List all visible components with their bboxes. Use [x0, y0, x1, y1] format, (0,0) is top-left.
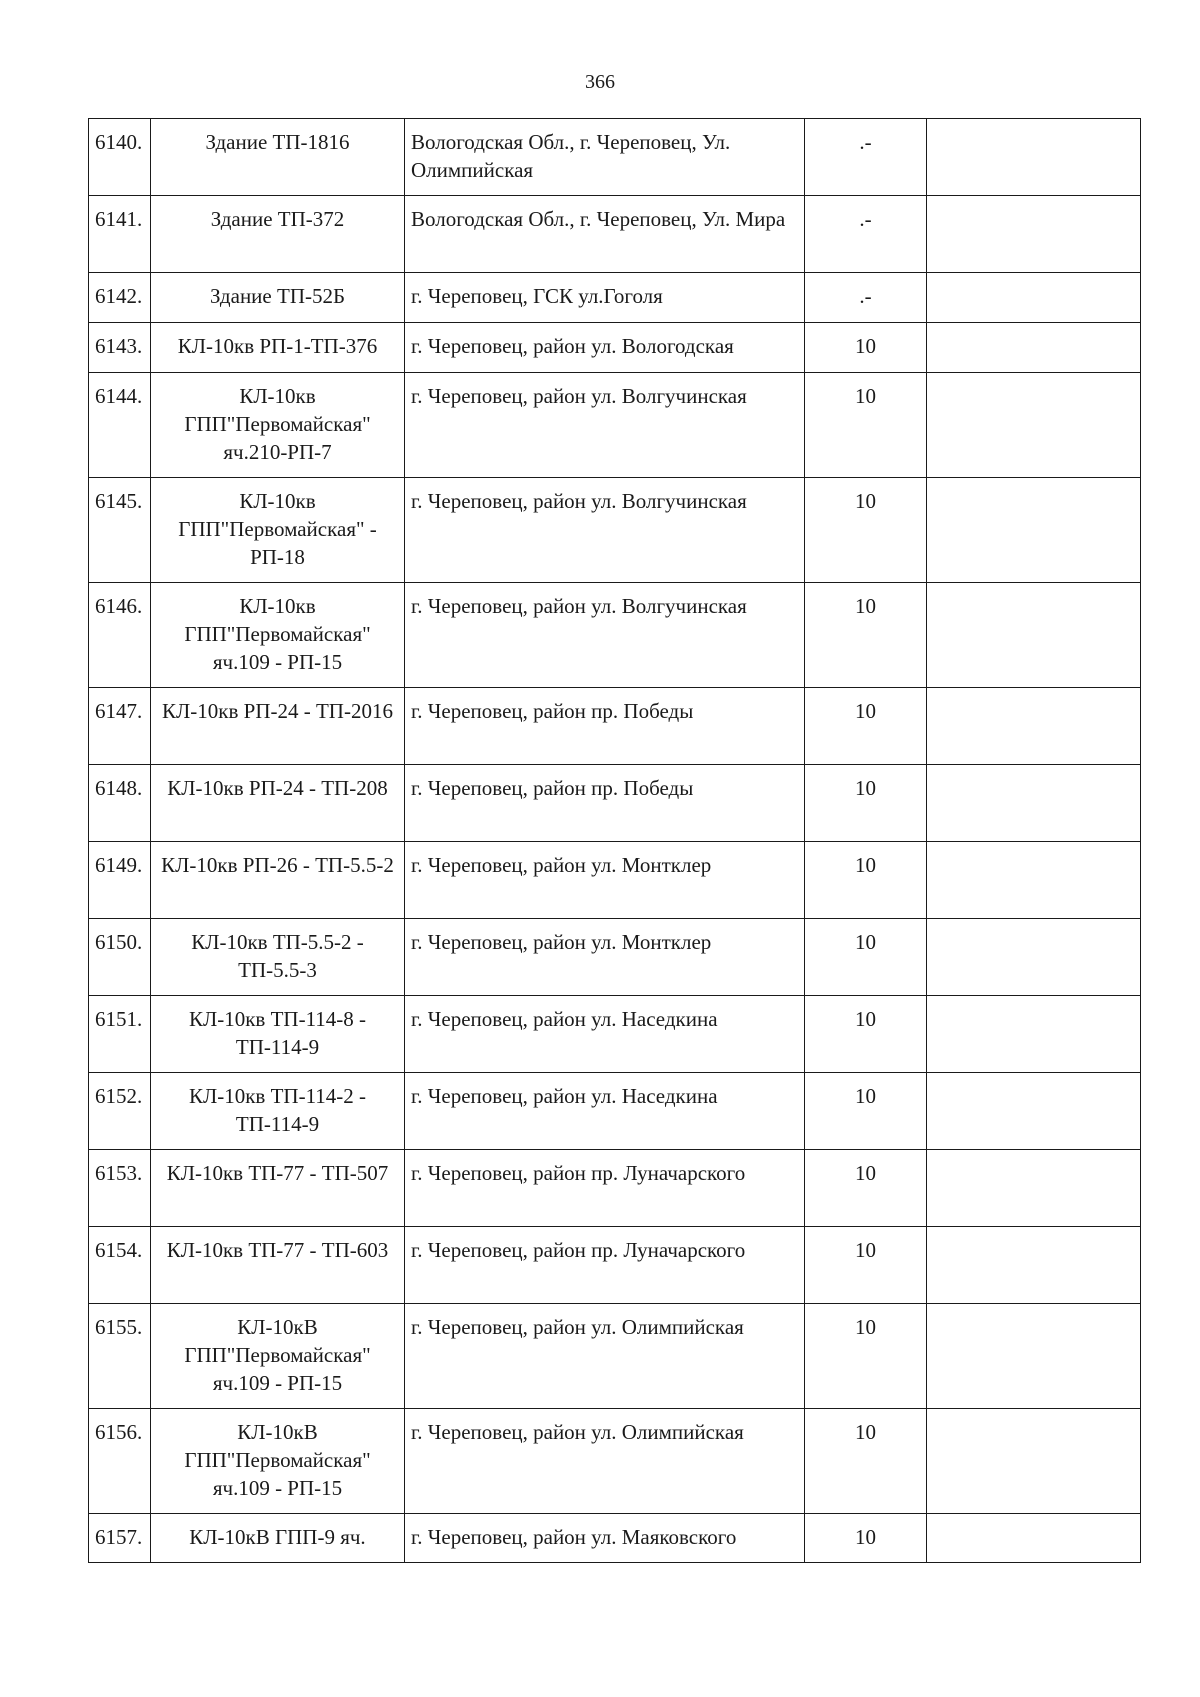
extra-cell [927, 1409, 1141, 1514]
row-number: 6146. [89, 583, 151, 688]
voltage-value: 10 [805, 996, 927, 1073]
object-name: КЛ-10кв РП-26 - ТП-5.5-2 [151, 842, 405, 919]
voltage-value: 10 [805, 583, 927, 688]
row-number: 6156. [89, 1409, 151, 1514]
extra-cell [927, 919, 1141, 996]
row-number: 6155. [89, 1304, 151, 1409]
page-number: 366 [585, 71, 615, 93]
row-number: 6148. [89, 765, 151, 842]
table-row [89, 1073, 1141, 1150]
object-name: Здание ТП-1816 [151, 119, 405, 196]
voltage-value: 10 [805, 323, 927, 373]
table-row [89, 273, 1141, 323]
object-name: КЛ-10кв ГПП"Первомайская" яч.210-РП-7 [151, 373, 405, 478]
voltage-value: 10 [805, 1409, 927, 1514]
voltage-value: 10 [805, 373, 927, 478]
voltage-value: .- [805, 119, 927, 196]
extra-cell [927, 323, 1141, 373]
object-address: г. Череповец, район пр. Луначарского [405, 1150, 805, 1227]
table-row [89, 583, 1141, 688]
voltage-value: 10 [805, 919, 927, 996]
object-address: г. Череповец, район ул. Монтклер [405, 842, 805, 919]
object-name: КЛ-10кв ТП-77 - ТП-603 [151, 1227, 405, 1304]
table-row [89, 373, 1141, 478]
row-number: 6150. [89, 919, 151, 996]
voltage-value: 10 [805, 765, 927, 842]
table-row [89, 1227, 1141, 1304]
extra-cell [927, 196, 1141, 273]
object-name: КЛ-10кв ГПП"Первомайская" яч.109 - РП-15 [151, 583, 405, 688]
object-address: г. Череповец, район ул. Наседкина [405, 996, 805, 1073]
object-address: г. Череповец, район ул. Олимпийская [405, 1304, 805, 1409]
extra-cell [927, 373, 1141, 478]
object-name: КЛ-10кв РП-24 - ТП-2016 [151, 688, 405, 765]
table-row [89, 919, 1141, 996]
table-row [89, 478, 1141, 583]
object-address: г. Череповец, район ул. Волгучинская [405, 373, 805, 478]
row-number: 6157. [89, 1514, 151, 1563]
object-name: КЛ-10кв ТП-77 - ТП-507 [151, 1150, 405, 1227]
extra-cell [927, 478, 1141, 583]
object-name: КЛ-10кв ГПП"Первомайская" - РП-18 [151, 478, 405, 583]
extra-cell [927, 996, 1141, 1073]
table-row [89, 842, 1141, 919]
table-row [89, 196, 1141, 273]
row-number: 6140. [89, 119, 151, 196]
table-row [89, 323, 1141, 373]
row-number: 6151. [89, 996, 151, 1073]
row-number: 6144. [89, 373, 151, 478]
object-address: г. Череповец, ГСК ул.Гоголя [405, 273, 805, 323]
voltage-value: 10 [805, 478, 927, 583]
voltage-value: .- [805, 273, 927, 323]
object-name: КЛ-10кв ТП-114-2 - ТП-114-9 [151, 1073, 405, 1150]
extra-cell [927, 1514, 1141, 1563]
extra-cell [927, 1150, 1141, 1227]
registry-table [88, 118, 1141, 1563]
object-name: КЛ-10кв ТП-114-8 - ТП-114-9 [151, 996, 405, 1073]
object-name: КЛ-10кв РП-1-ТП-376 [151, 323, 405, 373]
object-address: Вологодская Обл., г. Череповец, Ул. Олимпийская [405, 119, 805, 196]
object-address: г. Череповец, район ул. Вологодская [405, 323, 805, 373]
row-number: 6145. [89, 478, 151, 583]
extra-cell [927, 765, 1141, 842]
object-address: г. Череповец, район пр. Победы [405, 765, 805, 842]
object-address: г. Череповец, район пр. Луначарского [405, 1227, 805, 1304]
voltage-value: 10 [805, 1304, 927, 1409]
extra-cell [927, 842, 1141, 919]
voltage-value: 10 [805, 842, 927, 919]
row-number: 6147. [89, 688, 151, 765]
table-row [89, 1514, 1141, 1563]
table-row [89, 119, 1141, 196]
object-name: Здание ТП-52Б [151, 273, 405, 323]
object-name: КЛ-10кв ТП-5.5-2 - ТП-5.5-3 [151, 919, 405, 996]
table-row [89, 765, 1141, 842]
object-address: г. Череповец, район ул. Волгучинская [405, 478, 805, 583]
voltage-value: 10 [805, 688, 927, 765]
table-row [89, 1304, 1141, 1409]
object-address: г. Череповец, район пр. Победы [405, 688, 805, 765]
object-name: КЛ-10кВ ГПП"Первомайская" яч.109 - РП-15 [151, 1409, 405, 1514]
extra-cell [927, 688, 1141, 765]
object-name: КЛ-10кв РП-24 - ТП-208 [151, 765, 405, 842]
object-address: г. Череповец, район ул. Наседкина [405, 1073, 805, 1150]
voltage-value: 10 [805, 1227, 927, 1304]
voltage-value: 10 [805, 1073, 927, 1150]
object-address: Вологодская Обл., г. Череповец, Ул. Мира [405, 196, 805, 273]
row-number: 6143. [89, 323, 151, 373]
object-address: г. Череповец, район ул. Олимпийская [405, 1409, 805, 1514]
extra-cell [927, 1073, 1141, 1150]
table-row [89, 996, 1141, 1073]
extra-cell [927, 273, 1141, 323]
row-number: 6152. [89, 1073, 151, 1150]
row-number: 6141. [89, 196, 151, 273]
extra-cell [927, 583, 1141, 688]
object-name: КЛ-10кВ ГПП-9 яч. [151, 1514, 405, 1563]
voltage-value: 10 [805, 1514, 927, 1563]
object-address: г. Череповец, район ул. Волгучинская [405, 583, 805, 688]
voltage-value: 10 [805, 1150, 927, 1227]
voltage-value: .- [805, 196, 927, 273]
object-address: г. Череповец, район ул. Маяковского [405, 1514, 805, 1563]
row-number: 6142. [89, 273, 151, 323]
object-name: Здание ТП-372 [151, 196, 405, 273]
row-number: 6153. [89, 1150, 151, 1227]
table-row [89, 688, 1141, 765]
row-number: 6154. [89, 1227, 151, 1304]
extra-cell [927, 1304, 1141, 1409]
object-address: г. Череповец, район ул. Монтклер [405, 919, 805, 996]
table-row [89, 1409, 1141, 1514]
table-row [89, 1150, 1141, 1227]
extra-cell [927, 119, 1141, 196]
extra-cell [927, 1227, 1141, 1304]
object-name: КЛ-10кВ ГПП"Первомайская" яч.109 - РП-15 [151, 1304, 405, 1409]
row-number: 6149. [89, 842, 151, 919]
